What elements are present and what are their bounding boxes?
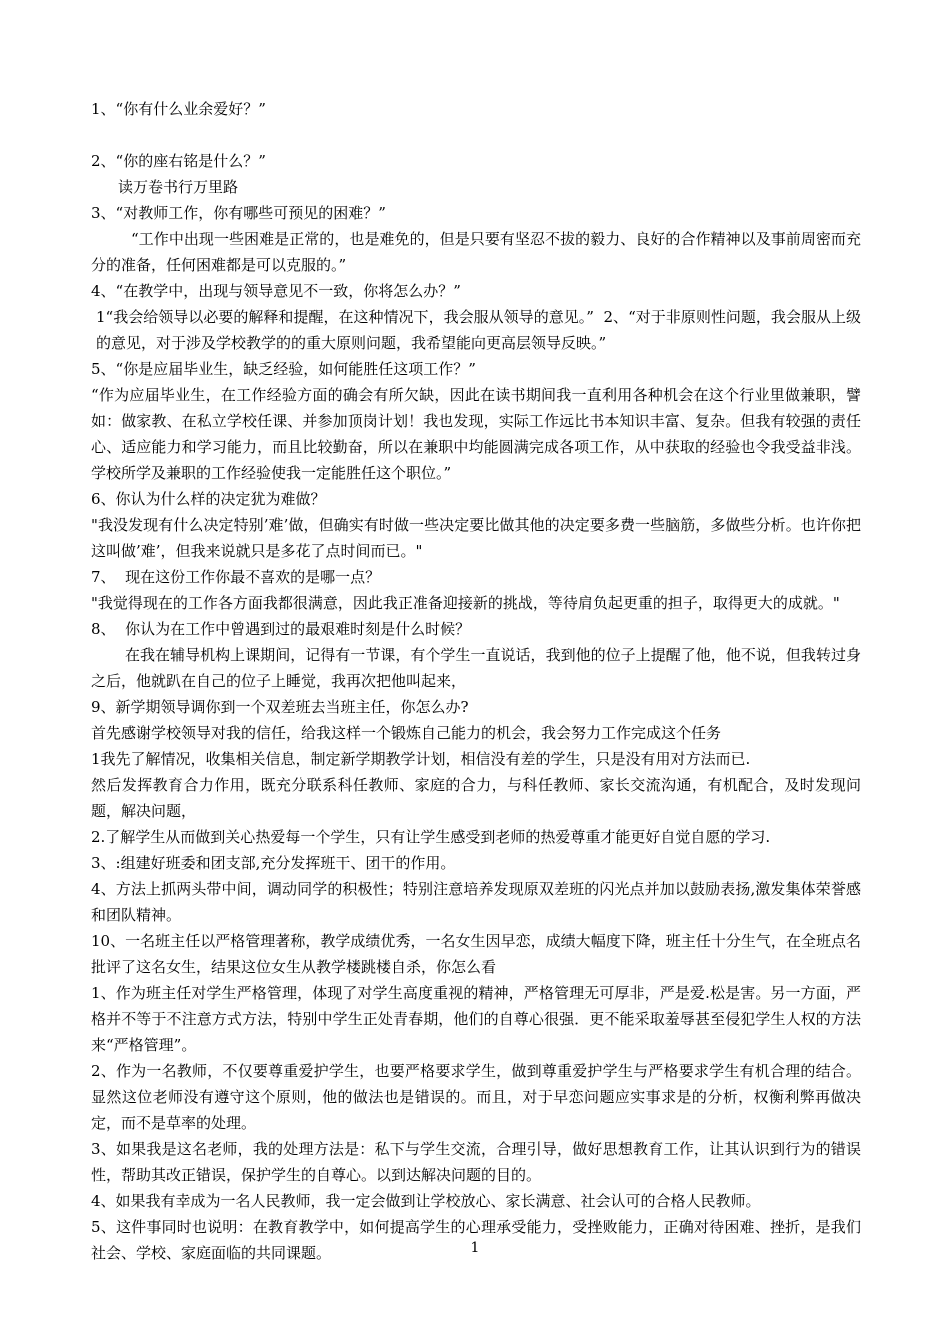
answer-4: 1“我会给领导以必要的解释和提醒，在这种情况下，我会服从领导的意见。” 2、“对于非原则性问题，我会服从上级的意见，对于涉及学校教学的的重大原则问题，我希望能向更高层领导反映。”: [96, 308, 861, 352]
answer-9-point-1: 1我先了解情况，收集相关信息，制定新学期教学计划，相信没有差的学生，只是没有用对方法而已.: [91, 750, 751, 768]
answer-10-point-3: 3、如果我是这名老师，我的处理方法是：私下与学生交流，合理引导，做好思想教育工作，让其认识到行为的错误性，帮助其改正错误，保护学生的自尊心。以到达解决问题的目的。: [91, 1140, 861, 1184]
question-9: 9、新学期领导调你到一个双差班去当班主任，你怎么办?: [91, 698, 469, 716]
answer-9-point-3: 3、:组建好班委和团支部,充分发挥班干、团干的作用。: [91, 854, 456, 872]
answer-5: “作为应届毕业生，在工作经验方面的确会有所欠缺，因此在读书期间我一直利用各种机会在这个行业里做兼职，譬如：做家教、在私立学校任课、并参加顶岗计划！我也发现，实际工作远比书本知识丰富、复杂。但我有较强的责任心、适应能力和学习能力，而且比较勤奋，所以在兼职中均能圆满完成各项工作，从中获取的经验也令我受益非浅。学校所学及兼职的工作经验使我一定能胜任这个职位。”: [91, 386, 861, 482]
answer-3: “工作中出现一些困难是正常的，也是难免的，但是只要有坚忍不拔的毅力、良好的合作精神以及事前周密而充分的准备，任何困难都是可以克服的。”: [91, 230, 861, 274]
answer-7: "我觉得现在的工作各方面我都很满意，因此我正准备迎接新的挑战，等待肩负起更重的担子，取得更大的成就。": [91, 594, 840, 612]
question-10: 10、一名班主任以严格管理著称，教学成绩优秀，一名女生因早恋，成绩大幅度下降，班主任十分生气，在全班点名批评了这名女生，结果这位女生从教学楼跳楼自杀，你怎么看: [91, 932, 861, 976]
blank-line: [91, 122, 861, 148]
question-8: 8、 你认为在工作中曾遇到过的最艰难时刻是什么时候？: [91, 620, 471, 638]
answer-2: 读万卷书行万里路: [118, 178, 239, 196]
answer-6: "我没发现有什么决定特别’难’做，但确实有时做一些决定要比做其他的决定要多费一些脑筋，多做些分析。也许你把这叫做’难’，但我来说就只是多花了点时间而已。": [91, 516, 861, 560]
page-number: 1: [470, 1240, 480, 1256]
question-4: 4、“在教学中，出现与领导意见不一致，你将怎么办？”: [91, 282, 461, 300]
question-7: 7、 现在这份工作你最不喜欢的是哪一点？: [91, 568, 381, 586]
answer-9-point-1b: 然后发挥教育合力作用，既充分联系科任教师、家庭的合力，与科任教师、家长交流沟通，有机配合，及时发现问题，解决问题，: [91, 776, 861, 820]
question-5: 5、“你是应届毕业生，缺乏经验，如何能胜任这项工作？”: [91, 360, 476, 378]
question-6: 6、你认为什么样的决定犹为难做？: [91, 490, 326, 508]
answer-10-point-4: 4、如果我有幸成为一名人民教师，我一定会做到让学校放心、家长满意、社会认可的合格人民教师。: [91, 1192, 761, 1210]
document-body: [91, 96, 861, 1266]
question-2: 2、“你的座右铭是什么？”: [91, 152, 266, 170]
answer-9-point-4: 4、方法上抓两头带中间，调动同学的积极性；特别注意培养发现原双差班的闪光点并加以鼓励表扬,激发集体荣誉感和团队精神。: [91, 880, 861, 924]
answer-10-point-2: 2、作为一名教师，不仅要尊重爱护学生，也要严格要求学生，做到尊重爱护学生与严格要求学生有机合理的结合。显然这位老师没有遵守这个原则，他的做法也是错误的。而且，对于早恋问题应实事求是的分析，权衡利弊再做决定，而不是草率的处理。: [91, 1062, 861, 1132]
answer-10-point-5: 5、这件事同时也说明：在教育教学中，如何提高学生的心理承受能力，受挫败能力，正确对待困难、挫折，是我们社会、学校、家庭面临的共同课题。: [91, 1218, 861, 1262]
answer-9-intro: 首先感谢学校领导对我的信任，给我这样一个锻炼自己能力的机会，我会努力工作完成这个任务: [91, 724, 722, 742]
answer-8: 在我在辅导机构上课期间，记得有一节课，有个学生一直说话，我到他的位子上提醒了他，他不说，但我转过身之后，他就趴在自己的位子上睡觉，我再次把他叫起来，: [91, 646, 861, 690]
question-1: 1、“你有什么业余爱好？”: [91, 100, 266, 118]
question-3: 3、“对教师工作，你有哪些可预见的困难？”: [91, 204, 386, 222]
answer-9-point-2: 2.了解学生从而做到关心热爱每一个学生，只有让学生感受到老师的热爱尊重才能更好自觉自愿的学习.: [91, 828, 771, 846]
answer-10-point-1: 1、作为班主任对学生严格管理，体现了对学生高度重视的精神，严格管理无可厚非，严是爱.松是害。另一方面，严格并不等于不注意方式方法，特别中学生正处青春期，他们的自尊心很强．更不能采取羞辱甚至侵犯学生人权的方法来“严格管理”。: [91, 984, 861, 1054]
